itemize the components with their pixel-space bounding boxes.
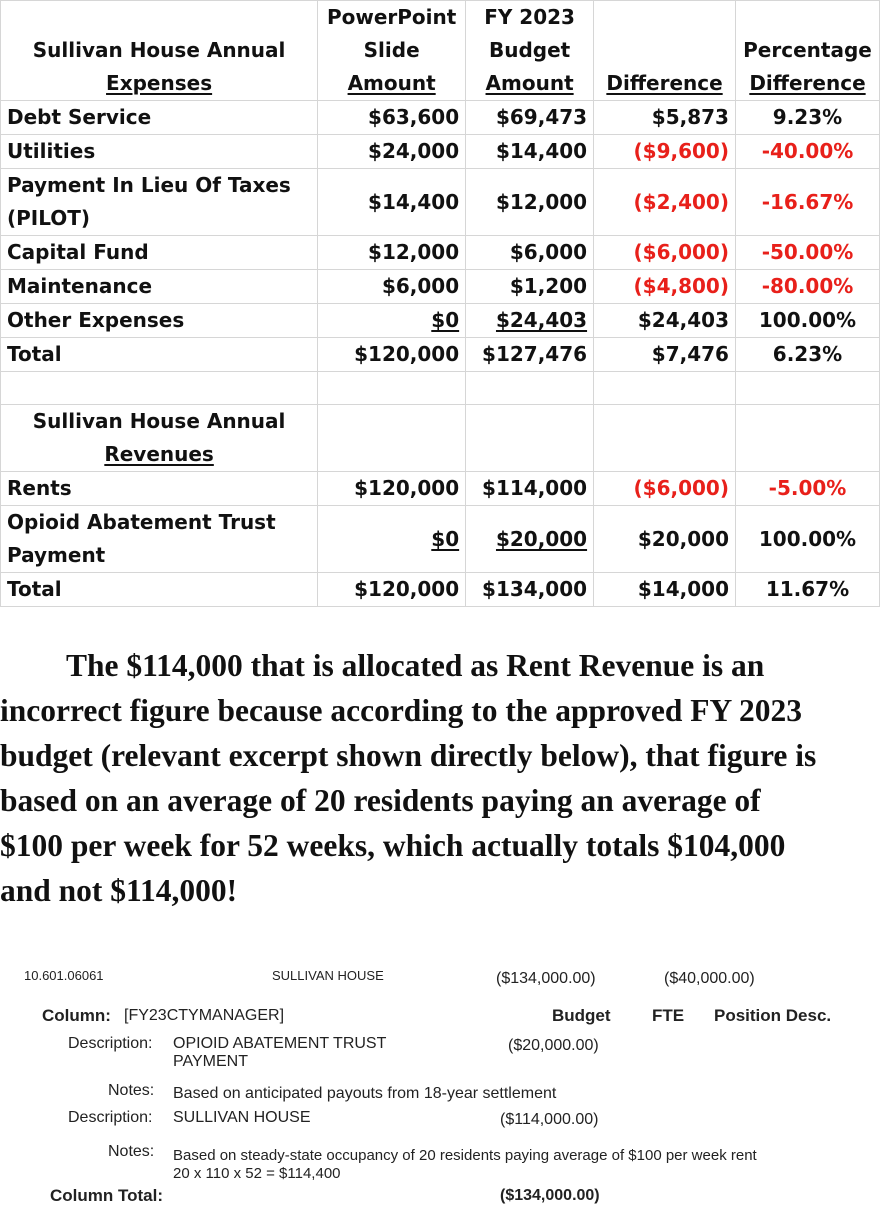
account-name: SULLIVAN HOUSE (272, 968, 384, 983)
ppt-amount-value: $0 (431, 526, 460, 551)
description-value: PAYMENT (173, 1053, 248, 1070)
fy-amount-value: $20,000 (495, 526, 588, 551)
percentage-value: -50.00% (735, 236, 879, 270)
row-label: Rents (1, 472, 318, 506)
table-row (1, 472, 880, 506)
percentage-value: 100.00% (735, 304, 879, 338)
row-label-line: Opioid Abatement Trust (7, 510, 276, 534)
percentage-value: 100.00% (735, 506, 879, 573)
budget-header: Budget (552, 1006, 611, 1025)
notes-value: Based on steady-state occupancy of 20 residents paying average of $100 per week rent (173, 1147, 757, 1164)
ppt-amount (318, 304, 466, 338)
percentage-value: 11.67% (735, 573, 879, 607)
row-label-line: (PILOT) (7, 206, 91, 230)
difference-value: ($6,000) (594, 472, 736, 506)
header-title-line: Revenues (104, 442, 214, 466)
description-value: OPIOID ABATEMENT TRUST (173, 1035, 387, 1052)
column-total-label: Column Total: (50, 1186, 163, 1205)
row-label (1, 506, 318, 573)
table-row-total (1, 338, 880, 372)
notes-label: Notes: (108, 1143, 155, 1160)
fy-amount: $134,000 (466, 573, 594, 607)
table-row (1, 270, 880, 304)
fy-amount: $127,476 (466, 338, 594, 372)
percentage-value: -16.67% (735, 169, 879, 236)
difference-value: $20,000 (594, 506, 736, 573)
header-line: Amount (347, 71, 436, 95)
budget-excerpt (0, 960, 880, 1215)
table-header-row (1, 1, 880, 101)
ppt-amount: $14,400 (318, 169, 466, 236)
header-line: Amount (485, 71, 574, 95)
revenues-header-row (1, 405, 880, 472)
percentage-value: -5.00% (735, 472, 879, 506)
header-ppt-amount (318, 1, 466, 101)
fy-amount (466, 304, 594, 338)
notes-label: Notes: (108, 1082, 155, 1099)
paragraph-line: $100 per week for 52 weeks, which actually totals $104,000 (0, 828, 786, 863)
ppt-amount: $24,000 (318, 135, 466, 169)
header-expenses-title (1, 1, 318, 101)
ppt-amount: $63,600 (318, 101, 466, 135)
table-row (1, 169, 880, 236)
header-line: Difference (606, 71, 723, 95)
description-label: Description: (68, 1109, 153, 1126)
header-difference (594, 1, 736, 101)
account-amount-2: ($40,000.00) (664, 970, 755, 987)
table-row (1, 135, 880, 169)
fy-amount: $1,200 (466, 270, 594, 304)
fte-header: FTE (652, 1006, 685, 1025)
notes-value: Based on anticipated payouts from 18-year settlement (173, 1085, 557, 1102)
notes-value: 20 x 110 x 52 = $114,400 (173, 1165, 341, 1182)
spacer-row (1, 372, 880, 405)
header-line: Budget (488, 38, 571, 62)
difference-value: $24,403 (594, 304, 736, 338)
fy-amount: $14,400 (466, 135, 594, 169)
fy-amount (466, 506, 594, 573)
percentage-value: -40.00% (735, 135, 879, 169)
table-row (1, 506, 880, 573)
row-label: Other Expenses (1, 304, 318, 338)
header-line: PowerPoint (326, 5, 457, 29)
row-label: Maintenance (1, 270, 318, 304)
ppt-amount-value: $0 (431, 308, 460, 332)
header-line: Difference (749, 71, 866, 95)
header-line: FY 2023 (484, 5, 575, 29)
header-revenues-title (1, 405, 318, 472)
difference-value: $5,873 (594, 101, 736, 135)
column-label: Column: (42, 1006, 111, 1025)
header-title-line: Sullivan House Annual (32, 38, 286, 62)
percentage-value: 6.23% (735, 338, 879, 372)
row-label: Total (1, 338, 318, 372)
difference-value: ($4,800) (594, 270, 736, 304)
difference-value: $14,000 (594, 573, 736, 607)
difference-value: ($6,000) (594, 236, 736, 270)
header-fy-amount (466, 1, 594, 101)
row-label: Utilities (1, 135, 318, 169)
column-value: [FY23CTYMANAGER] (124, 1007, 285, 1024)
budget-comparison-table (0, 0, 880, 607)
ppt-amount: $6,000 (318, 270, 466, 304)
ppt-amount: $120,000 (318, 338, 466, 372)
account-amount: ($134,000.00) (496, 970, 596, 987)
row-label-line: Payment (7, 543, 106, 567)
header-title-line: Expenses (106, 71, 213, 95)
description-value: SULLIVAN HOUSE (173, 1109, 311, 1126)
ppt-amount: $120,000 (318, 573, 466, 607)
fy-amount: $114,000 (466, 472, 594, 506)
paragraph-line: based on an average of 20 residents paying an average of (0, 783, 761, 818)
fy-amount: $12,000 (466, 169, 594, 236)
table-row-total (1, 573, 880, 607)
paragraph-line: budget (relevant excerpt shown directly below), that figure is (0, 738, 817, 773)
fy-amount: $6,000 (466, 236, 594, 270)
explanation-paragraph (0, 643, 880, 913)
table-row (1, 236, 880, 270)
fy-amount-value: $24,403 (495, 308, 588, 332)
ppt-amount: $120,000 (318, 472, 466, 506)
ppt-amount: $12,000 (318, 236, 466, 270)
column-total-amount: ($134,000.00) (500, 1187, 600, 1204)
table-row (1, 304, 880, 338)
header-title-line: Sullivan House Annual (32, 409, 286, 433)
header-percentage-difference (735, 1, 879, 101)
paragraph-line: and not $114,000! (0, 873, 238, 908)
description-amount: ($20,000.00) (508, 1037, 599, 1054)
header-line: Slide (363, 38, 420, 62)
table-row (1, 101, 880, 135)
header-line: Percentage (743, 38, 872, 62)
difference-value: ($9,600) (594, 135, 736, 169)
account-number: 10.601.06061 (24, 968, 104, 983)
row-label: Capital Fund (1, 236, 318, 270)
row-label-line: Payment In Lieu Of Taxes (7, 173, 291, 197)
description-amount: ($114,000.00) (500, 1111, 599, 1128)
row-label: Debt Service (1, 101, 318, 135)
position-desc-header: Position Desc. (714, 1006, 832, 1025)
paragraph-line: The $114,000 that is allocated as Rent Revenue is an (66, 648, 765, 683)
difference-value: ($2,400) (594, 169, 736, 236)
percentage-value: 9.23% (735, 101, 879, 135)
ppt-amount (318, 506, 466, 573)
row-label (1, 169, 318, 236)
fy-amount: $69,473 (466, 101, 594, 135)
row-label: Total (1, 573, 318, 607)
paragraph-line: incorrect figure because according to the approved FY 2023 (0, 693, 802, 728)
percentage-value: -80.00% (735, 270, 879, 304)
description-label: Description: (68, 1035, 153, 1052)
difference-value: $7,476 (594, 338, 736, 372)
